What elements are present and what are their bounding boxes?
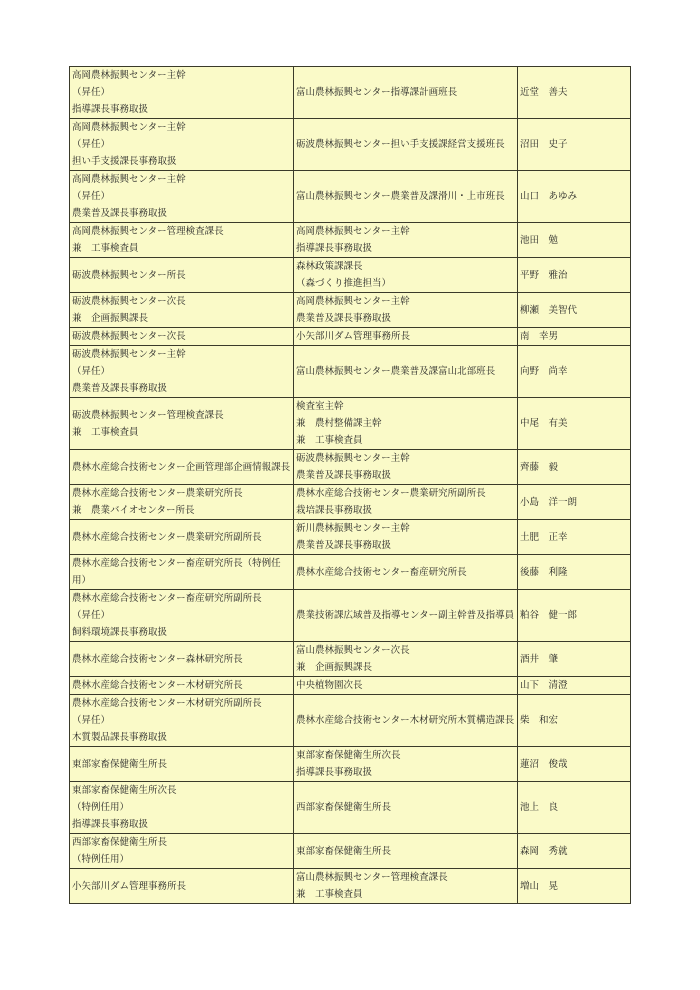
new-position-line: （昇任） — [72, 366, 111, 377]
table-row — [70, 520, 631, 555]
old-position-cell — [294, 328, 518, 346]
new-position-line: 農業普及課長事務取扱 — [72, 208, 168, 219]
new-position-line: （昇任） — [72, 139, 111, 150]
old-position-line: 砺波農林振興センター主幹 — [296, 453, 410, 464]
table-row — [70, 485, 631, 520]
new-position-cell — [70, 520, 294, 555]
new-position-line: 砺波農林振興センター管理検査課長 — [72, 409, 224, 421]
new-position-line: 農業普及課長事務取扱 — [72, 383, 168, 394]
old-position-cell — [294, 747, 518, 782]
table-row — [70, 450, 631, 485]
new-position-line: 木質製品課長事務取扱 — [72, 732, 168, 743]
new-position-line: 指導課長事務取扱 — [72, 819, 149, 830]
old-position-line: 中央植物園次長 — [296, 680, 363, 691]
person-name: 酒井 肇 — [518, 642, 631, 677]
new-position-line: 小矢部川ダム管理事務所長 — [72, 880, 187, 892]
old-position-line: 農林水産総合技術センター畜産研究所長 — [296, 566, 467, 578]
old-position-line: 兼 工事検査員 — [296, 889, 363, 900]
new-position-cell — [70, 695, 294, 747]
old-position-line: 兼 農村整備課主幹 — [296, 418, 382, 429]
person-name: 池上 良 — [518, 782, 631, 834]
new-position-line: 高岡農林振興センター管理検査課長 — [72, 226, 224, 237]
old-position-line: 富山農林振興センター指導課計画班長 — [296, 87, 458, 98]
table-row — [70, 747, 631, 782]
old-position-cell — [294, 834, 518, 869]
new-position-cell — [70, 834, 294, 869]
table-row — [70, 328, 631, 346]
table-row — [70, 677, 631, 695]
new-position-line: 兼 企画振興課長 — [72, 313, 149, 324]
person-name: 山下 清澄 — [518, 677, 631, 695]
new-position-line: 高岡農林振興センター主幹 — [72, 70, 186, 81]
new-position-cell — [70, 346, 294, 398]
person-name: 南 幸男 — [518, 328, 631, 346]
new-position-cell — [70, 223, 294, 258]
new-position-line: 農林水産総合技術センター企画管理部企画情報課長 — [72, 461, 291, 473]
old-position-line: 検査室主幹 — [296, 401, 344, 412]
old-position-cell — [294, 119, 518, 171]
old-position-line: 農業普及課長事務取扱 — [296, 313, 392, 324]
old-position-line: 農林水産総合技術センター農業研究所副所長 — [296, 488, 486, 499]
old-position-line: 高岡農林振興センター主幹 — [296, 226, 410, 237]
new-position-line: 農林水産総合技術センター畜産研究所長（特例任用） — [72, 558, 281, 586]
person-name: 小島 洋一朗 — [518, 485, 631, 520]
person-name: 粕谷 健一郎 — [518, 590, 631, 642]
old-position-cell — [294, 782, 518, 834]
new-position-line: 農林水産総合技術センター木材研究所長 — [72, 680, 243, 691]
old-position-line: 砺波農林振興センター担い手支援課経営支援班長 — [296, 139, 505, 150]
new-position-line: 高岡農林振興センター主幹 — [72, 122, 186, 133]
person-name: 土肥 正幸 — [518, 520, 631, 555]
old-position-line: 新川農林振興センター主幹 — [296, 523, 410, 534]
new-position-line: 担い手支援課長事務取扱 — [72, 156, 177, 167]
person-name: 齊藤 毅 — [518, 450, 631, 485]
table-row — [70, 642, 631, 677]
old-position-line: 東部家畜保健衛生所長 — [296, 845, 392, 857]
new-position-cell — [70, 677, 294, 695]
table-row — [70, 258, 631, 293]
new-position-cell — [70, 485, 294, 520]
new-position-line: （特例任用） — [72, 854, 130, 865]
old-position-line: 東部家畜保健衛生所次長 — [296, 750, 401, 761]
person-name: 後藤 利隆 — [518, 555, 631, 590]
old-position-line: 小矢部川ダム管理事務所長 — [296, 331, 411, 342]
old-position-line: 指導課長事務取扱 — [296, 243, 373, 254]
old-position-cell — [294, 346, 518, 398]
new-position-cell — [70, 67, 294, 119]
person-name: 蓮沼 俊哉 — [518, 747, 631, 782]
person-name: 平野 雅治 — [518, 258, 631, 293]
table-row — [70, 67, 631, 119]
new-position-cell — [70, 642, 294, 677]
old-position-line: 兼 工事検査員 — [296, 435, 363, 446]
new-position-line: 指導課長事務取扱 — [72, 104, 149, 115]
new-position-line: 砺波農林振興センター次長 — [72, 296, 186, 307]
new-position-cell — [70, 450, 294, 485]
old-position-line: 富山農林振興センター管理検査課長 — [296, 872, 448, 883]
new-position-line: 砺波農林振興センター所長 — [72, 269, 186, 281]
person-name: 山口 あゆみ — [518, 171, 631, 223]
old-position-line: 兼 企画振興課長 — [296, 662, 373, 673]
new-position-cell — [70, 293, 294, 328]
new-position-cell — [70, 171, 294, 223]
table-row — [70, 171, 631, 223]
new-position-cell — [70, 398, 294, 450]
person-name: 近堂 善夫 — [518, 67, 631, 119]
table-row — [70, 223, 631, 258]
old-position-cell — [294, 67, 518, 119]
old-position-cell — [294, 555, 518, 590]
table-row — [70, 782, 631, 834]
old-position-line: 富山農林振興センター農業普及課富山北部班長 — [296, 366, 496, 377]
new-position-line: 砺波農林振興センター主幹 — [72, 349, 186, 360]
new-position-cell — [70, 258, 294, 293]
old-position-line: 富山農林振興センター農業普及課滑川・上市班長 — [296, 191, 505, 202]
old-position-line: 富山農林振興センター次長 — [296, 645, 410, 656]
old-position-line: 農業普及課長事務取扱 — [296, 470, 392, 481]
old-position-line: 指導課長事務取扱 — [296, 767, 373, 778]
new-position-cell — [70, 869, 294, 904]
old-position-line: （森づくり推進担当） — [296, 278, 392, 289]
old-position-line: 栽培課長事務取扱 — [296, 505, 373, 516]
old-position-cell — [294, 677, 518, 695]
old-position-line: 高岡農林振興センター主幹 — [296, 296, 410, 307]
new-position-cell — [70, 555, 294, 590]
new-position-cell — [70, 590, 294, 642]
new-position-cell — [70, 328, 294, 346]
new-position-cell — [70, 782, 294, 834]
new-position-cell — [70, 747, 294, 782]
person-name: 増山 晃 — [518, 869, 631, 904]
new-position-line: 農林水産総合技術センター木材研究所副所長 — [72, 698, 262, 709]
person-name: 森岡 秀就 — [518, 834, 631, 869]
new-position-line: 農林水産総合技術センター畜産研究所副所長 — [72, 593, 262, 604]
new-position-line: （昇任） — [72, 715, 111, 726]
person-name: 中尾 有美 — [518, 398, 631, 450]
old-position-line: 農業普及課長事務取扱 — [296, 540, 392, 551]
table-row — [70, 590, 631, 642]
new-position-line: 兼 農業バイオセンター所長 — [72, 505, 195, 516]
new-position-cell — [70, 119, 294, 171]
table-row — [70, 834, 631, 869]
old-position-cell — [294, 869, 518, 904]
table-row — [70, 119, 631, 171]
new-position-line: 西部家畜保健衛生所長 — [72, 837, 168, 848]
table-row — [70, 398, 631, 450]
new-position-line: 兼 工事検査員 — [72, 243, 139, 254]
personnel-table-body — [70, 67, 631, 904]
table-row — [70, 293, 631, 328]
old-position-cell — [294, 590, 518, 642]
old-position-line: 西部家畜保健衛生所長 — [296, 802, 392, 813]
new-position-line: 砺波農林振興センター次長 — [72, 331, 186, 342]
person-name: 池田 勉 — [518, 223, 631, 258]
new-position-line: 高岡農林振興センター主幹 — [72, 174, 186, 185]
personnel-table — [69, 66, 631, 904]
table-row — [70, 555, 631, 590]
table-row — [70, 695, 631, 747]
old-position-cell — [294, 485, 518, 520]
new-position-line: 農林水産総合技術センター森林研究所長 — [72, 653, 243, 665]
old-position-line: 森林政策課課長 — [296, 261, 363, 272]
new-position-line: （特例任用） — [72, 802, 130, 813]
old-position-line: 農林水産総合技術センター木材研究所木質構造課長 — [296, 715, 515, 726]
old-position-cell — [294, 171, 518, 223]
old-position-cell — [294, 398, 518, 450]
old-position-cell — [294, 695, 518, 747]
old-position-cell — [294, 223, 518, 258]
person-name: 柴 和宏 — [518, 695, 631, 747]
new-position-line: 農林水産総合技術センター農業研究所長 — [72, 488, 243, 499]
table-row — [70, 869, 631, 904]
new-position-line: （昇任） — [72, 87, 111, 98]
person-name: 沼田 史子 — [518, 119, 631, 171]
person-name: 向野 尚幸 — [518, 346, 631, 398]
old-position-line: 農業技術課広域普及指導センター副主幹普及指導員 — [296, 610, 515, 621]
new-position-line: 兼 工事検査員 — [72, 426, 139, 438]
new-position-line: （昇任） — [72, 191, 111, 202]
person-name: 柳瀬 美智代 — [518, 293, 631, 328]
new-position-line: 飼料環境課長事務取扱 — [72, 627, 168, 638]
new-position-line: 東部家畜保健衛生所長 — [72, 758, 168, 770]
new-position-line: （昇任） — [72, 610, 111, 621]
table-row — [70, 346, 631, 398]
old-position-cell — [294, 520, 518, 555]
old-position-cell — [294, 450, 518, 485]
new-position-line: 東部家畜保健衛生所次長 — [72, 785, 177, 796]
old-position-cell — [294, 642, 518, 677]
old-position-cell — [294, 293, 518, 328]
new-position-line: 農林水産総合技術センター農業研究所副所長 — [72, 531, 262, 543]
old-position-cell — [294, 258, 518, 293]
